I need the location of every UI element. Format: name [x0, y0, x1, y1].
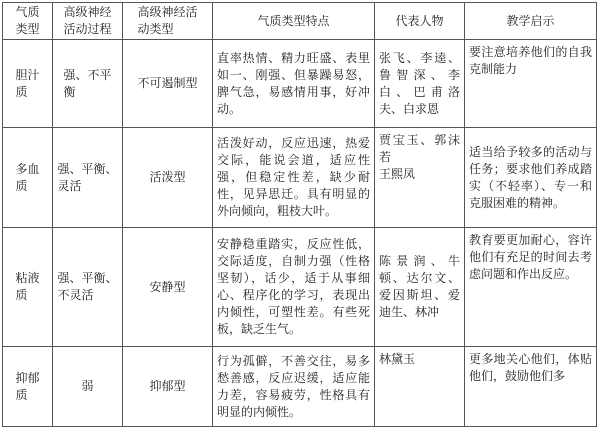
cell-type: 多血 质	[3, 128, 53, 228]
header-teaching-implications: 教学启示	[465, 3, 597, 40]
cell-process: 强、平衡、 不灵活	[53, 228, 123, 347]
header-neural-activity-type: 高级神经活 动类型	[123, 3, 213, 40]
cell-activity: 抑郁型	[123, 347, 213, 427]
table-row	[3, 40, 597, 128]
table-header-row	[3, 3, 597, 40]
header-neural-process: 高级神经 活动过程	[53, 3, 123, 40]
header-representatives: 代表人物	[375, 3, 465, 40]
table-row	[3, 128, 597, 228]
cell-activity: 活泼型	[123, 128, 213, 228]
cell-teaching: 适当给予较多的活动与任务；要求他们养成踏实（不轻率）、专一和克服困难的精神。	[465, 128, 597, 228]
cell-traits: 安静稳重踏实，反应性低，交际适度，自制力强（性格坚韧），话少，适于从事细心、程序化的学习，表现出内倾性，可塑性差。有些死板，缺乏生气。	[213, 228, 375, 347]
temperament-table	[2, 2, 597, 427]
cell-teaching: 要注意培养他们的自我克制能力	[465, 40, 597, 128]
cell-type: 抑郁 质	[3, 347, 53, 427]
cell-people: 张飞、李逵、鲁智深、李白、巴甫洛夫、白求恩	[375, 40, 465, 128]
cell-process: 弱	[53, 347, 123, 427]
cell-people: 贾宝玉、郭沫若 王熙凤	[375, 128, 465, 228]
cell-traits: 行为孤僻，不善交往，易多愁善感，反应迟缓，适应能力差，容易疲劳，性格具有明显的内倾性。	[213, 347, 375, 427]
cell-activity: 不可遏制型	[123, 40, 213, 128]
table-row	[3, 347, 597, 427]
cell-type: 胆汁 质	[3, 40, 53, 128]
cell-people: 陈景润、牛顿、达尔文、爱因斯坦、爱迪生、林冲	[375, 228, 465, 347]
cell-teaching: 教育要更加耐心，容许他们有充足的时间去考虑问题和作出反应。	[465, 228, 597, 347]
cell-process: 强、不平 衡	[53, 40, 123, 128]
cell-activity: 安静型	[123, 228, 213, 347]
table-row	[3, 228, 597, 347]
header-temperament-type: 气质 类型	[3, 3, 53, 40]
cell-traits: 活泼好动，反应迅速，热爱交际，能说会道，适应性强，但稳定性差，缺少耐性，见异思迁。具有明显的外向倾向，粗枝大叶。	[213, 128, 375, 228]
cell-process: 强、平衡、 灵活	[53, 128, 123, 228]
cell-people: 林黛玉	[375, 347, 465, 427]
cell-type: 粘液 质	[3, 228, 53, 347]
cell-teaching: 更多地关心他们，体贴他们，鼓励他们多	[465, 347, 597, 427]
header-traits: 气质类型特点	[213, 3, 375, 40]
cell-traits: 直率热情、精力旺盛、表里如一、刚强、但暴躁易怒，脾气急，易感情用事，好冲动。	[213, 40, 375, 128]
